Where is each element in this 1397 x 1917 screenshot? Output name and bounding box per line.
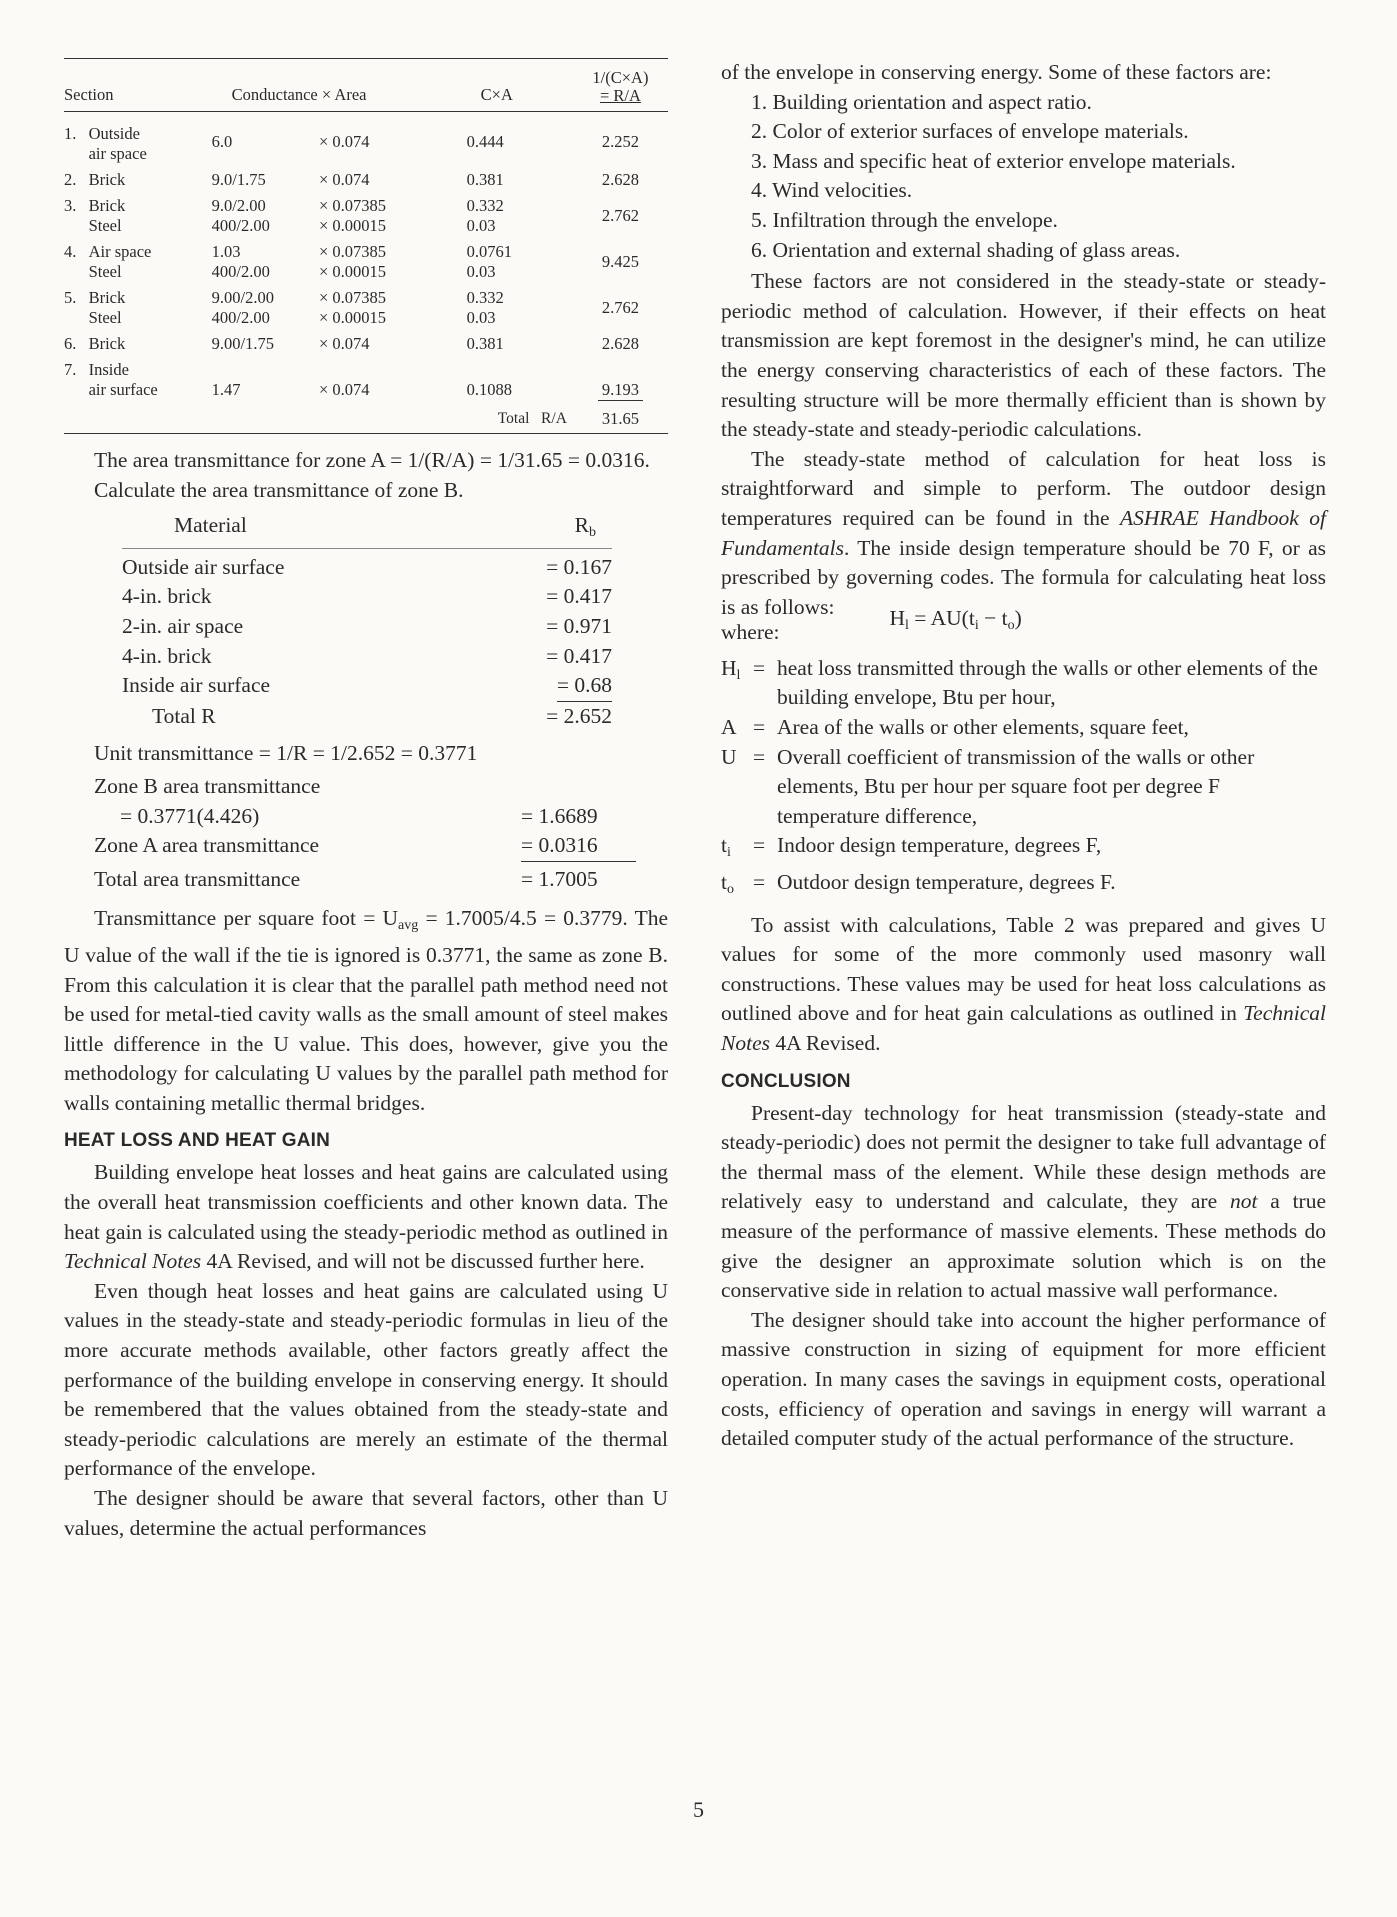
definition-symbol: $H_l$	[721, 655, 741, 683]
factor-item: 6. Orientation and external shading of glass areas.	[751, 237, 1181, 262]
definition-item	[721, 743, 1326, 832]
zone-b-row	[94, 802, 636, 832]
row-ca	[467, 112, 573, 171]
cell-area2: × 0.00015	[319, 308, 387, 327]
cell-ca: 0.381	[466, 334, 504, 353]
conclusion-paragraph-2: The designer should take into account the higher performance of massive construction in sizing of equipment for more efficient operation. In many cases the savings in equipment costs, operational costs, efficiency of operation and savings in energy will warrant a detailed computer study of the actual performance of the structure.	[721, 1307, 1326, 1451]
factor-item: 1. Building orientation and aspect ratio.	[751, 89, 1092, 114]
row-ra	[573, 112, 668, 171]
material-value: = 0.167	[546, 554, 612, 579]
table-row	[64, 112, 668, 171]
materials-total-value: = 2.652	[546, 703, 612, 728]
heat-loss-paragraph-3: The designer should be aware that several factors, other than U values, determine the actual performances	[64, 1486, 668, 1540]
unit-transmittance: Unit transmittance = 1/R = 1/2.652 = 0.3771	[94, 741, 478, 766]
materials-total-row	[122, 702, 612, 732]
row-area	[319, 242, 467, 288]
cell-name1: Outside	[88, 124, 140, 143]
cell-n: 7.	[64, 360, 77, 379]
cell-name2: air surface	[88, 380, 158, 399]
cell-cond2: 400/2.00	[211, 262, 270, 281]
row-conductance	[212, 170, 319, 196]
zone-a-row	[94, 831, 636, 862]
material-name: Inside air surface	[122, 673, 271, 698]
cell-r: 9.425	[601, 252, 639, 271]
header-section: Section	[64, 59, 212, 112]
row-area	[319, 112, 467, 171]
factor-item: 4. Wind velocities.	[751, 178, 913, 203]
material-row	[122, 671, 612, 702]
material-value: = 0.68	[557, 671, 612, 702]
material-name: 2-in. air space	[122, 613, 244, 638]
definition-item	[721, 831, 1326, 868]
zone-b-intro: Calculate the area transmittance of zone B.	[94, 477, 464, 502]
row-conductance	[212, 334, 319, 360]
cell-n: 1.	[64, 124, 77, 143]
row-section	[89, 242, 212, 288]
transmittance-paragraph: Transmittance per square foot = $U_{avg} = 1.7005/4.5 = 0.3779$. The U value of the wall if the tie is ignored is 0.3771, the same as zone B. From this calculation it is clear that the parallel path method need not be used for metal-tied cavity walls as the small amount of steel makes little difference in the U value. This does, however, give you the methodology for calculating U values by the parallel path method for walls containing metallic thermal bridges.	[64, 906, 668, 1115]
table-row	[64, 288, 668, 334]
where-label: where:	[721, 620, 780, 645]
header-ra-bottom: = R/A	[599, 86, 641, 105]
total-area-label: Total area transmittance	[94, 866, 301, 891]
row-ca	[467, 170, 573, 196]
material-row	[122, 582, 612, 612]
row-area	[319, 196, 467, 242]
definition-equals: =	[753, 744, 766, 769]
table-row	[64, 196, 668, 242]
formula-row	[721, 606, 1326, 648]
cell-name2: Steel	[88, 262, 122, 281]
header-ra-top: 1/(C×A)	[592, 68, 649, 87]
definition-symbol: $t_o$	[721, 870, 734, 898]
definition-equals: =	[753, 655, 766, 680]
row-section	[89, 112, 212, 171]
cell-area: × 0.074	[319, 334, 370, 353]
definition-symbol: U	[721, 744, 737, 769]
material-value: = 0.971	[546, 613, 612, 638]
table-row	[64, 170, 668, 196]
row-conductance	[212, 288, 319, 334]
cell-cond: 1.03	[211, 242, 241, 261]
cell-name1: Inside	[88, 360, 129, 379]
row-section	[89, 334, 212, 360]
cell-ca: 0.381	[466, 170, 504, 189]
cell-n: 2.	[64, 170, 77, 189]
definition-item	[721, 868, 1326, 905]
definition-symbol: A	[721, 715, 737, 740]
row-number	[64, 334, 89, 360]
zone-a-value: = 0.0316	[521, 831, 636, 862]
definition-text: Outdoor design temperature, degrees F.	[777, 870, 1116, 895]
conclusion-paragraph-1: Present-day technology for heat transmission (steady-state and steady-periodic) does not permit the designer to take full advantage of the thermal mass of the element. While these design methods are relatively easy to understand and calculate, they are not a true measure of the performance of massive elements. These methods do give the designer an approximate solution which is on the conservative side in relation to actual massive wall performance.	[721, 1100, 1326, 1303]
zone-b-value: = 1.6689	[521, 803, 598, 828]
row-section	[89, 360, 212, 407]
table-row	[64, 242, 668, 288]
row-ca	[467, 288, 573, 334]
zone-b-expr: = 0.3771(4.426)	[120, 803, 260, 828]
row-number	[64, 196, 89, 242]
row-number	[64, 242, 89, 288]
cell-ca2: 0.03	[466, 262, 496, 281]
materials-table	[122, 511, 670, 731]
row-area	[319, 360, 467, 407]
definition-text: Area of the walls or other elements, square feet,	[777, 715, 1189, 740]
cell-area2: × 0.00015	[319, 216, 387, 235]
cell-ca: 0.332	[466, 196, 504, 215]
cell-ca2: 0.03	[466, 308, 496, 327]
cell-cond: 9.00/2.00	[211, 288, 274, 307]
factors-intro: of the envelope in conserving energy. Some of these factors are:	[721, 60, 1272, 84]
heading-heat-loss: HEAT LOSS AND HEAT GAIN	[64, 1130, 331, 1152]
cell-cond: 9.00/1.75	[211, 334, 274, 353]
definition-text: Overall coefficient of transmission of the walls or other elements, Btu per hour per square foot per degree F temperature difference,	[777, 744, 1255, 828]
cell-area: × 0.074	[319, 380, 370, 399]
cell-cond2: 400/2.00	[211, 308, 270, 327]
factor-item: 5. Infiltration through the envelope.	[751, 207, 1058, 232]
materials-total-label: Total R	[152, 703, 216, 728]
definitions-list	[721, 654, 1326, 905]
factor-item: 3. Mass and specific heat of exterior envelope materials.	[751, 148, 1236, 173]
material-row	[122, 642, 612, 672]
definition-equals: =	[753, 870, 766, 895]
table-row	[64, 334, 668, 360]
cell-n: 3.	[64, 196, 77, 215]
cell-n: 4.	[64, 242, 77, 261]
row-ra	[573, 196, 668, 242]
zone-b-label: Zone B area transmittance	[94, 773, 321, 798]
row-conductance	[212, 242, 319, 288]
header-conductance-area: Conductance × Area	[212, 59, 467, 112]
steady-state-paragraph: The steady-state method of calculation for heat loss is straightforward and simple to perform. The outdoor design temperatures required can be found in the ASHRAE Handbook of Fundamentals. The inside design temperature should be 70 F, or as prescribed by governing codes. The formula for calculating heat loss is as follows:	[721, 446, 1326, 619]
heat-loss-formula: $H_l = AU(t_i - t_o)$	[889, 606, 1022, 634]
cell-ca: 0.0761	[466, 242, 513, 261]
cell-name1: Brick	[88, 334, 126, 353]
row-area	[319, 334, 467, 360]
cell-area: × 0.074	[319, 170, 370, 189]
row-conductance	[212, 196, 319, 242]
cell-ca: 0.1088	[466, 380, 513, 399]
row-area	[319, 288, 467, 334]
materials-rows	[122, 553, 670, 702]
cell-ca2: 0.03	[466, 216, 496, 235]
row-area	[319, 170, 467, 196]
definition-equals: =	[753, 833, 766, 858]
row-conductance	[212, 360, 319, 407]
cell-area: × 0.07385	[319, 242, 387, 261]
cell-area: × 0.07385	[319, 288, 387, 307]
cell-name1: Brick	[88, 288, 126, 307]
row-ra	[573, 242, 668, 288]
left-column	[64, 58, 668, 1543]
cell-area2: × 0.00015	[319, 262, 387, 281]
zone-a-label: Zone A area transmittance	[94, 833, 320, 858]
material-row	[122, 553, 612, 583]
row-number	[64, 112, 89, 171]
heat-loss-paragraph-2: Even though heat losses and heat gains are calculated using U values in the steady-state and steady-periodic formulas in lieu of the more accurate methods available, other factors greatly affect the performance of the building envelope in conserving energy. It should be remembered that the values obtained from the steady-state and steady-periodic calculations are merely an estimate of the thermal performance of the envelope.	[64, 1278, 668, 1481]
cell-name1: Brick	[88, 170, 126, 189]
materials-header	[122, 511, 612, 549]
factor-item: 2. Color of exterior surfaces of envelope materials.	[751, 119, 1189, 144]
page-number: 5	[693, 1797, 704, 1822]
cell-name2: air space	[88, 144, 147, 163]
row-number	[64, 288, 89, 334]
row-ra	[573, 360, 668, 407]
definition-symbol: $t_i$	[721, 833, 731, 861]
definition-text: heat loss transmitted through the walls or other elements of the building envelope, Btu per hour,	[777, 655, 1318, 710]
materials-header-label: Material	[174, 513, 247, 538]
material-name: Outside air surface	[122, 554, 285, 579]
heat-loss-paragraph-1: Building envelope heat losses and heat gains are calculated using the overall heat transmission coefficients and other known data. The heat gain is calculated using the steady-periodic method as outlined in Technical Notes 4A Revised, and will not be discussed further here.	[64, 1160, 668, 1274]
row-section	[89, 288, 212, 334]
definition-item	[721, 654, 1326, 713]
material-row	[122, 612, 612, 642]
cell-r: 2.628	[601, 334, 639, 353]
total-area-value: = 1.7005	[521, 866, 598, 891]
cell-r: 2.762	[601, 298, 639, 317]
calc-block	[64, 739, 668, 894]
cell-ca: 0.444	[466, 132, 504, 151]
cell-cond: 1.47	[211, 380, 241, 399]
cell-area: × 0.07385	[319, 196, 387, 215]
row-section	[89, 170, 212, 196]
cell-name1: Air space	[88, 242, 152, 261]
cell-ca: 0.332	[466, 288, 504, 307]
row-ca	[467, 242, 573, 288]
row-ca	[467, 360, 573, 407]
row-number	[64, 170, 89, 196]
cell-cond: 9.0/2.00	[211, 196, 266, 215]
row-number	[64, 360, 89, 407]
cell-cond: 6.0	[211, 132, 233, 151]
cell-r: 2.252	[601, 132, 639, 151]
material-value: = 0.417	[546, 643, 612, 668]
cell-name2: Steel	[88, 216, 122, 235]
cell-r: 2.762	[601, 206, 639, 225]
material-name: 4-in. brick	[122, 643, 212, 668]
row-ca	[467, 196, 573, 242]
row-ra	[573, 334, 668, 360]
cell-cond2: 400/2.00	[211, 216, 270, 235]
cell-cond: 9.0/1.75	[211, 170, 266, 189]
factors-paragraph: These factors are not considered in the steady-state or steady-periodic method of calculation. However, if their effects on heat transmission are kept foremost in the designer's mind, he can utilize the energy conserving characteristics of each of these factors. The resulting structure will be more thermally efficient than is shown by the steady-state and steady-periodic calculations.	[721, 269, 1326, 442]
total-area-row	[94, 865, 636, 895]
cell-n: 5.	[64, 288, 77, 307]
cell-name1: Brick	[88, 196, 126, 215]
header-ra	[573, 59, 668, 112]
definition-item	[721, 713, 1326, 743]
material-name: 4-in. brick	[122, 584, 212, 609]
factors-list	[751, 88, 1326, 266]
heading-conclusion: CONCLUSION	[721, 1070, 851, 1092]
cell-area: × 0.074	[319, 132, 370, 151]
cell-r: 2.628	[601, 170, 639, 189]
table2-paragraph: To assist with calculations, Table 2 was prepared and gives U values for some of the more commonly used masonry wall constructions. These values may be used for heat loss calculations as outlined above and for heat gain calculations as outlined in Technical Notes 4A Revised.	[721, 912, 1326, 1055]
definition-text: Indoor design temperature, degrees F,	[777, 833, 1102, 858]
table-header-row	[64, 59, 668, 112]
total-label: Total R/A	[467, 407, 573, 434]
section-table	[64, 58, 668, 434]
zone-a-paragraph: The area transmittance for zone A = 1/(R/A) = 1/31.65 = 0.0316.	[94, 448, 650, 472]
material-value: = 0.417	[546, 584, 612, 609]
cell-r: 9.193	[598, 380, 643, 401]
cell-name2: Steel	[88, 308, 122, 327]
row-ra	[573, 170, 668, 196]
rb-header: $R_b$	[574, 513, 596, 541]
table-body	[64, 112, 668, 408]
header-ca: C×A	[467, 59, 573, 112]
row-ca	[467, 334, 573, 360]
table-total-row	[64, 407, 668, 434]
row-conductance	[212, 112, 319, 171]
row-section	[89, 196, 212, 242]
right-column	[721, 58, 1326, 1454]
row-ra	[573, 288, 668, 334]
cell-n: 6.	[64, 334, 77, 353]
table-row	[64, 360, 668, 407]
total-value: 31.65	[573, 407, 668, 434]
definition-equals: =	[753, 715, 766, 740]
